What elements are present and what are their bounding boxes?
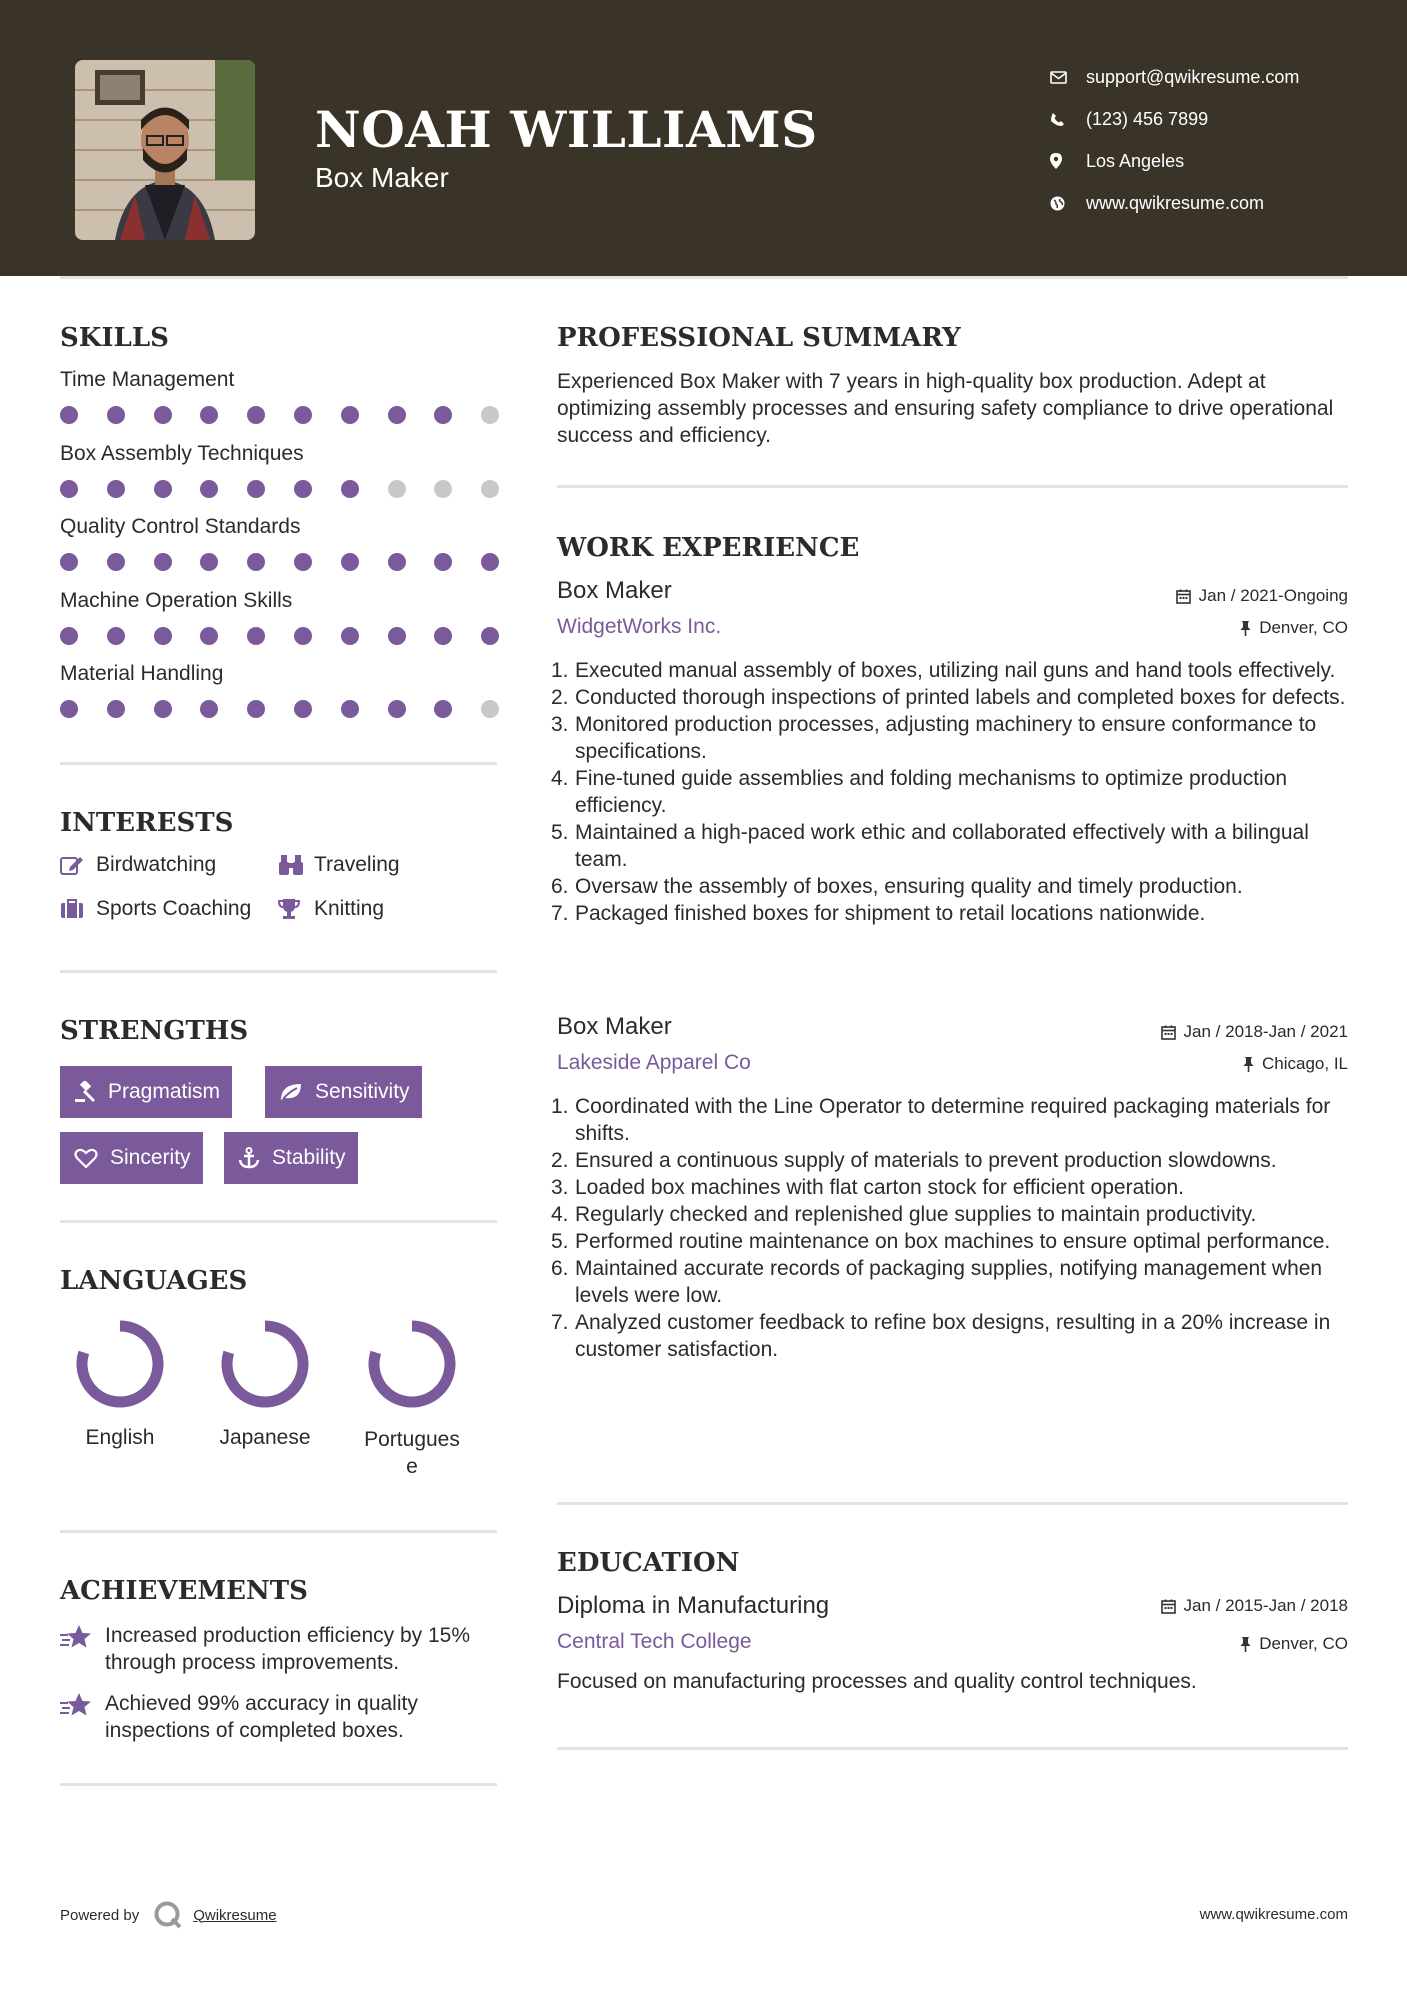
skill-name: Quality Control Standards — [60, 515, 301, 538]
rating-dot-filled — [154, 700, 172, 718]
pushpin-icon — [1240, 1637, 1251, 1652]
job-bullet: 7. Packaged finished boxes for shipment to retail locations nationwide. — [551, 902, 1206, 925]
rating-dot-filled — [247, 627, 265, 645]
rating-dot-filled — [434, 406, 452, 424]
interest-label: Birdwatching — [96, 853, 217, 876]
map-pin-icon — [1050, 153, 1086, 169]
languages-divider — [60, 1530, 497, 1533]
rating-dot-filled — [200, 627, 218, 645]
rating-dot-filled — [200, 553, 218, 571]
rating-dot-filled — [341, 627, 359, 645]
education-location-text: Denver, CO — [1259, 1634, 1348, 1653]
job-bullet: 4. Fine-tuned guide assemblies and folding mechanisms to optimize production efficiency. — [551, 767, 1288, 817]
rating-dot-filled — [107, 553, 125, 571]
contact-location — [1050, 140, 1299, 182]
job-bullet: 3. Monitored production processes, adjusting machinery to ensure conformance to specifications. — [551, 713, 1317, 763]
achievement-text: Achieved 99% accuracy in quality inspections of completed boxes. — [105, 1692, 418, 1742]
candidate-title: Box Maker — [315, 162, 449, 193]
rating-dot-filled — [294, 700, 312, 718]
job-bullet: 3. Loaded box machines with flat carton stock for efficient operation. — [551, 1176, 1184, 1199]
rating-dot-filled — [200, 406, 218, 424]
rating-dot-filled — [154, 480, 172, 498]
rating-dot-filled — [341, 553, 359, 571]
language-item — [342, 1318, 482, 1480]
footer-website[interactable]: www.qwikresume.com — [1199, 1906, 1348, 1923]
qwikresume-logo-icon — [153, 1900, 183, 1930]
calendar-icon — [1161, 1025, 1176, 1040]
globe-icon — [1050, 196, 1086, 211]
job-bullet-text: Executed manual assembly of boxes, utilizing nail guns and hand tools effectively. — [575, 659, 1336, 682]
job-bullet: 5. Performed routine maintenance on box machines to ensure optimal performance. — [551, 1230, 1331, 1253]
contact-location-text: Los Angeles — [1086, 150, 1185, 171]
job-bullet-text: Maintained accurate records of packaging supplies, notifying management when levels were low. — [575, 1257, 1323, 1307]
skill-rating — [60, 627, 528, 645]
interests-heading: INTERESTS — [60, 808, 234, 838]
gavel-icon — [74, 1081, 96, 1103]
rating-dot-empty — [481, 406, 499, 424]
interest-item — [60, 853, 216, 877]
education-dates — [1161, 1596, 1348, 1616]
contact-website-text: www.qwikresume.com — [1086, 192, 1265, 213]
envelope-icon — [1050, 71, 1086, 84]
job-company: WidgetWorks Inc. — [557, 615, 722, 638]
anchor-icon — [238, 1147, 260, 1169]
skill-rating — [60, 700, 528, 718]
job-bullets — [551, 1093, 1347, 1363]
rating-dot-filled — [341, 406, 359, 424]
contact-website[interactable] — [1050, 182, 1299, 224]
skill-name: Machine Operation Skills — [60, 588, 293, 612]
education-description: Focused on manufacturing processes and quality control techniques. — [557, 1670, 1197, 1693]
rating-dot-filled — [341, 700, 359, 718]
strength-label: Sincerity — [110, 1146, 191, 1169]
education-school: Central Tech College — [557, 1630, 752, 1653]
job-bullet-text: Regularly checked and replenished glue supplies to maintain productivity. — [575, 1203, 1257, 1226]
rating-dot-filled — [154, 553, 172, 571]
strength-tag — [224, 1132, 358, 1184]
job-bullet-text: Oversaw the assembly of boxes, ensuring quality and timely production. — [575, 875, 1243, 898]
star-badge-icon — [60, 1622, 105, 1676]
job-title: Box Maker — [557, 577, 672, 604]
strength-label: Pragmatism — [108, 1080, 221, 1103]
job-company: Lakeside Apparel Co — [557, 1051, 751, 1074]
job-bullet-text: Maintained a high-paced work ethic and collaborated effectively with a bilingual team. — [575, 821, 1309, 871]
experience-divider — [557, 1502, 1348, 1505]
job-bullet: 4. Regularly checked and replenished glue supplies to maintain productivity. — [551, 1203, 1257, 1226]
education-heading: EDUCATION — [557, 1548, 740, 1578]
footer-powered-by — [60, 1900, 277, 1930]
rating-dot-filled — [60, 627, 78, 645]
job-bullet-text: Conducted thorough inspections of printed labels and completed boxes for defects. — [575, 686, 1346, 709]
skills-divider — [60, 762, 497, 765]
rating-dot-filled — [434, 700, 452, 718]
star-badge-icon — [60, 1690, 105, 1744]
education-divider — [557, 1747, 1348, 1750]
strengths-heading: STRENGTHS — [60, 1016, 249, 1046]
rating-dot-filled — [294, 406, 312, 424]
rating-dot-filled — [434, 627, 452, 645]
skill-name: Material Handling — [60, 662, 224, 685]
interest-label: Knitting — [314, 897, 385, 920]
profile-photo — [75, 60, 255, 240]
rating-dot-filled — [60, 700, 78, 718]
job-bullets — [551, 657, 1347, 927]
job-bullet: 1. Executed manual assembly of boxes, utilizing nail guns and hand tools effectively. — [551, 659, 1336, 682]
experience-heading: WORK EXPERIENCE — [557, 533, 860, 563]
strength-label: Stability — [272, 1146, 346, 1169]
job-dates — [1161, 1022, 1348, 1042]
language-progress-ring — [74, 1318, 166, 1410]
job-bullet: 2. Conducted thorough inspections of printed labels and completed boxes for defects. — [551, 686, 1346, 709]
binoculars-icon — [278, 854, 314, 876]
interest-item — [60, 897, 251, 921]
job-dates-text: Jan / 2018-Jan / 2021 — [1183, 1022, 1348, 1041]
interest-label: Traveling — [314, 853, 400, 876]
job-bullet-text: Performed routine maintenance on box machines to ensure optimal performance. — [575, 1230, 1331, 1253]
interest-label: Sports Coaching — [96, 897, 252, 920]
language-progress-ring — [219, 1318, 311, 1410]
rating-dot-filled — [107, 480, 125, 498]
pencil-square-icon — [60, 854, 96, 876]
summary-text: Experienced Box Maker with 7 years in high-quality box production. Adept at optimizing assembly processes and ensuring safety compliance to drive operational success and efficiency. — [557, 370, 1334, 447]
rating-dot-empty — [434, 480, 452, 498]
job-bullet-text: Ensured a continuous supply of materials to prevent production slowdowns. — [575, 1149, 1277, 1172]
strength-label: Sensitivity — [315, 1080, 410, 1103]
skill-rating — [60, 553, 528, 571]
rating-dot-filled — [388, 627, 406, 645]
job-location — [1240, 618, 1348, 638]
skill-name: Box Assembly Techniques — [60, 441, 304, 465]
contact-email[interactable] — [1050, 56, 1299, 98]
job-bullet: 2. Ensured a continuous supply of materials to prevent production slowdowns. — [551, 1149, 1277, 1172]
job-title: Box Maker — [557, 1013, 672, 1040]
rating-dot-filled — [60, 553, 78, 571]
summary-divider — [557, 485, 1348, 488]
education-location — [1240, 1634, 1348, 1654]
achievements-heading: ACHIEVEMENTS — [60, 1576, 308, 1606]
rating-dot-filled — [107, 627, 125, 645]
skill-rating — [60, 406, 528, 424]
language-item — [50, 1318, 190, 1450]
summary-heading: PROFESSIONAL SUMMARY — [557, 323, 961, 353]
trophy-icon — [278, 898, 314, 920]
job-location — [1243, 1054, 1348, 1074]
interest-item — [278, 897, 384, 921]
rating-dot-filled — [294, 480, 312, 498]
achievements-divider — [60, 1783, 497, 1786]
language-progress-ring — [366, 1318, 458, 1410]
education-degree: Diploma in Manufacturing — [557, 1592, 830, 1619]
contact-block — [1050, 56, 1299, 224]
rating-dot-filled — [154, 406, 172, 424]
job-bullet-text: Loaded box machines with flat carton stock for efficient operation. — [575, 1176, 1184, 1199]
skill-rating — [60, 480, 528, 498]
job-bullet: 6. Maintained accurate records of packaging supplies, notifying management when levels were low. — [551, 1257, 1323, 1307]
job-bullet-text: Monitored production processes, adjusting machinery to ensure conformance to specifications. — [575, 713, 1317, 763]
rating-dot-filled — [341, 480, 359, 498]
job-bullet-text: Fine-tuned guide assemblies and folding mechanisms to optimize production efficiency. — [575, 767, 1288, 817]
contact-phone-text: (123) 456 7899 — [1086, 108, 1209, 129]
rating-dot-empty — [388, 480, 406, 498]
contact-phone[interactable] — [1050, 98, 1299, 140]
job-dates — [1176, 586, 1348, 606]
rating-dot-filled — [247, 406, 265, 424]
job-bullet-text: Coordinated with the Line Operator to determine required packaging materials for shifts. — [575, 1095, 1331, 1145]
strength-tag — [265, 1066, 422, 1118]
job-bullet-text: Packaged finished boxes for shipment to retail locations nationwide. — [575, 902, 1206, 925]
interests-divider — [60, 970, 497, 973]
header-divider — [60, 276, 1348, 279]
achievement-item — [60, 1622, 495, 1676]
job-dates-text: Jan / 2021-Ongoing — [1198, 586, 1348, 605]
powered-by-text: Powered by — [60, 1906, 140, 1924]
rating-dot-filled — [388, 700, 406, 718]
briefcase-icon — [60, 899, 96, 919]
job-location-text: Chicago, IL — [1262, 1054, 1348, 1073]
language-name: Japanese — [219, 1426, 311, 1449]
heart-icon — [74, 1148, 98, 1169]
calendar-icon — [1176, 589, 1191, 604]
rating-dot-filled — [154, 627, 172, 645]
rating-dot-empty — [481, 480, 499, 498]
rating-dot-filled — [60, 406, 78, 424]
rating-dot-filled — [434, 553, 452, 571]
job-bullet: 6. Oversaw the assembly of boxes, ensuring quality and timely production. — [551, 875, 1243, 898]
strengths-divider — [60, 1220, 497, 1223]
achievement-text: Increased production efficiency by 15% through process improvements. — [105, 1624, 470, 1674]
job-bullet: 7. Analyzed customer feedback to refine box designs, resulting in a 20% increase in customer satisfaction. — [551, 1311, 1331, 1361]
language-item — [195, 1318, 335, 1450]
pushpin-icon — [1240, 621, 1251, 636]
rating-dot-filled — [247, 700, 265, 718]
rating-dot-empty — [481, 700, 499, 718]
rating-dot-filled — [481, 553, 499, 571]
job-bullet: 5. Maintained a high-paced work ethic and collaborated effectively with a bilingual team. — [551, 821, 1309, 871]
qwikresume-link[interactable]: Qwikresume — [193, 1906, 277, 1924]
job-bullet: 1. Coordinated with the Line Operator to determine required packaging materials for shifts. — [551, 1095, 1331, 1145]
candidate-name: NOAH WILLIAMS — [315, 100, 818, 159]
job-bullet-text: Analyzed customer feedback to refine box designs, resulting in a 20% increase in customer satisfaction. — [575, 1311, 1331, 1361]
rating-dot-filled — [294, 627, 312, 645]
rating-dot-filled — [388, 406, 406, 424]
contact-email-text: support@qwikresume.com — [1086, 66, 1300, 87]
rating-dot-filled — [107, 700, 125, 718]
rating-dot-filled — [481, 627, 499, 645]
calendar-icon — [1161, 1599, 1176, 1614]
achievement-item — [60, 1690, 495, 1744]
rating-dot-filled — [247, 480, 265, 498]
strength-tag — [60, 1066, 232, 1118]
resume-header — [0, 0, 1407, 276]
rating-dot-filled — [247, 553, 265, 571]
skills-heading: SKILLS — [60, 323, 169, 353]
interest-item — [278, 853, 400, 877]
language-name: Portugues e — [364, 1428, 460, 1478]
education-dates-text: Jan / 2015-Jan / 2018 — [1183, 1596, 1348, 1615]
job-location-text: Denver, CO — [1259, 618, 1348, 637]
skill-name: Time Management — [60, 368, 235, 391]
rating-dot-filled — [294, 553, 312, 571]
pushpin-icon — [1243, 1057, 1254, 1072]
rating-dot-filled — [60, 480, 78, 498]
rating-dot-filled — [200, 480, 218, 498]
leaf-icon — [279, 1082, 303, 1102]
languages-heading: LANGUAGES — [60, 1266, 248, 1296]
language-name: English — [85, 1426, 155, 1449]
strength-tag — [60, 1132, 203, 1184]
rating-dot-filled — [388, 553, 406, 571]
phone-icon — [1050, 112, 1086, 127]
rating-dot-filled — [107, 406, 125, 424]
rating-dot-filled — [200, 700, 218, 718]
